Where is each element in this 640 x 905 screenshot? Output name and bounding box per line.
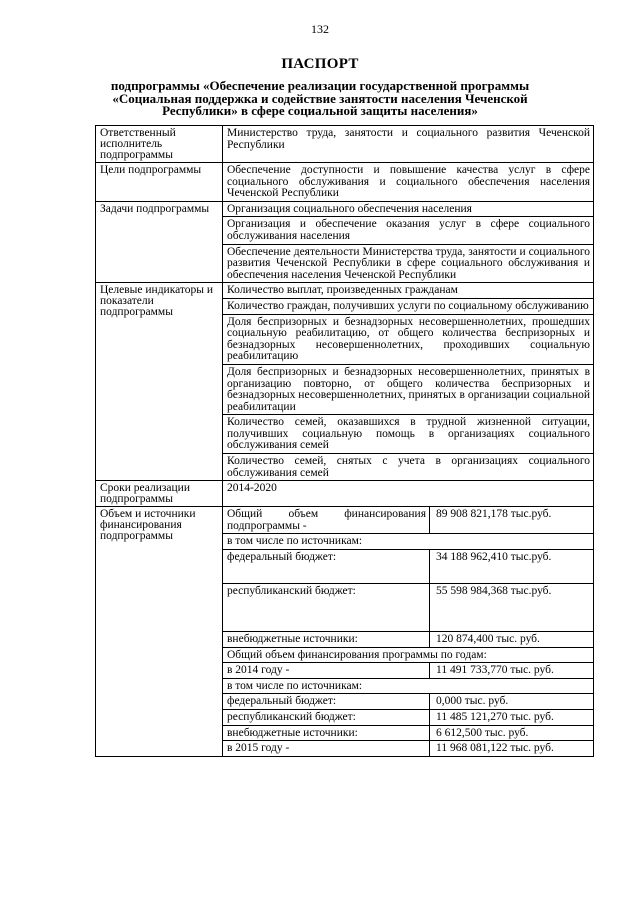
executor-label: Ответственный исполнитель подпрограммы [96,126,223,163]
indicator-item: Количество граждан, получивших услуги по социальному обслуживанию [223,298,594,314]
tasks-label: Задачи подпрограммы [96,201,223,283]
period-label: Сроки реализации подпрограммы [96,481,223,507]
goals-value: Обеспечение доступности и повышение качества услуг в сфере социального обслуживания и социального обеспечения населения Чеченской Республики [223,163,594,202]
year-2014-extra-label: внебюджетные источники: [223,725,430,741]
extra-value: 120 874,400 тыс. руб. [430,632,594,648]
executor-row [96,126,594,163]
goals-label: Цели подпрограммы [96,163,223,202]
indicator-item: Количество семей, снятых с учета в организациях социального обслуживания семей [223,454,594,481]
funding-by-years: Общий объем финансирования программы по годам: [223,647,594,663]
republic-value: 55 598 984,368 тыс.руб. [430,584,594,632]
funding-row [96,507,594,534]
funding-total-label: Общий объем финансирования подпрограммы - [223,507,430,534]
document-title: ПАСПОРТ [281,56,359,72]
funding-total-value: 89 908 821,178 тыс.руб. [430,507,594,534]
indicator-item: Количество выплат, произведенных гражданам [223,283,594,299]
indicator-item: Доля беспризорных и безнадзорных несовершеннолетних, принятых в организацию повторно, от общего количества беспризорных и безнадзорных несовершеннолетних, принятых в организации социальной реабилитации [223,364,594,414]
year-2014-label: в 2014 году - [223,663,430,679]
passport-table [95,125,594,757]
year-2014-extra-value: 6 612,500 тыс. руб. [430,725,594,741]
indicators-row [96,283,594,299]
federal-label: федеральный бюджет: [223,550,430,584]
extra-label: внебюджетные источники: [223,632,430,648]
task-item: Организация и обеспечение оказания услуг в сфере социального обслуживания населения [223,217,594,244]
indicators-label: Целевые индикаторы и показатели подпрограммы [96,283,223,481]
year-2014-value: 11 491 733,770 тыс. руб. [430,663,594,679]
funding-by-sources: в том числе по источникам: [223,534,594,550]
executor-value: Министерство труда, занятости и социального развития Чеченской Республики [223,126,594,163]
year-2014-republic-value: 11 485 121,270 тыс. руб. [430,710,594,726]
task-item: Организация социального обеспечения населения [223,201,594,217]
year-2014-federal-label: федеральный бюджет: [223,694,430,710]
year-2014-federal-value: 0,000 тыс. руб. [430,694,594,710]
year-2014-republic-label: республиканский бюджет: [223,710,430,726]
year-2015-value: 11 968 081,122 тыс. руб. [430,741,594,757]
federal-value: 34 188 962,410 тыс.руб. [430,550,594,584]
republic-label: республиканский бюджет: [223,584,430,632]
year-2014-sources: в том числе по источникам: [223,678,594,694]
year-2015-label: в 2015 году - [223,741,430,757]
indicator-item: Доля беспризорных и безнадзорных несовершеннолетних, прошедших социальную реабилитацию, от общего количества беспризорных и безнадзорных несовершеннолетних, проходивших социальную реабилитацию [223,314,594,364]
funding-label: Объем и источники финансирования подпрограммы [96,507,223,757]
task-item: Обеспечение деятельности Министерства труда, занятости и социального развития Чеченской Республики в сфере социального обслуживания и обеспечения населения Чеченской Республики [223,244,594,283]
period-row [96,481,594,507]
tasks-row [96,201,594,217]
goals-row [96,163,594,202]
period-value: 2014-2020 [223,481,594,507]
indicator-item: Количество семей, оказавшихся в трудной жизненной ситуации, получивших социальную помощь в организациях социального обслуживания семей [223,415,594,454]
document-subtitle: подпрограммы «Обеспечение реализации государственной программы «Социальная поддержка и содействие занятости населения Чеченской Республики» в сфере социальной защиты населения» [110,78,530,118]
page-number: 132 [311,22,329,36]
